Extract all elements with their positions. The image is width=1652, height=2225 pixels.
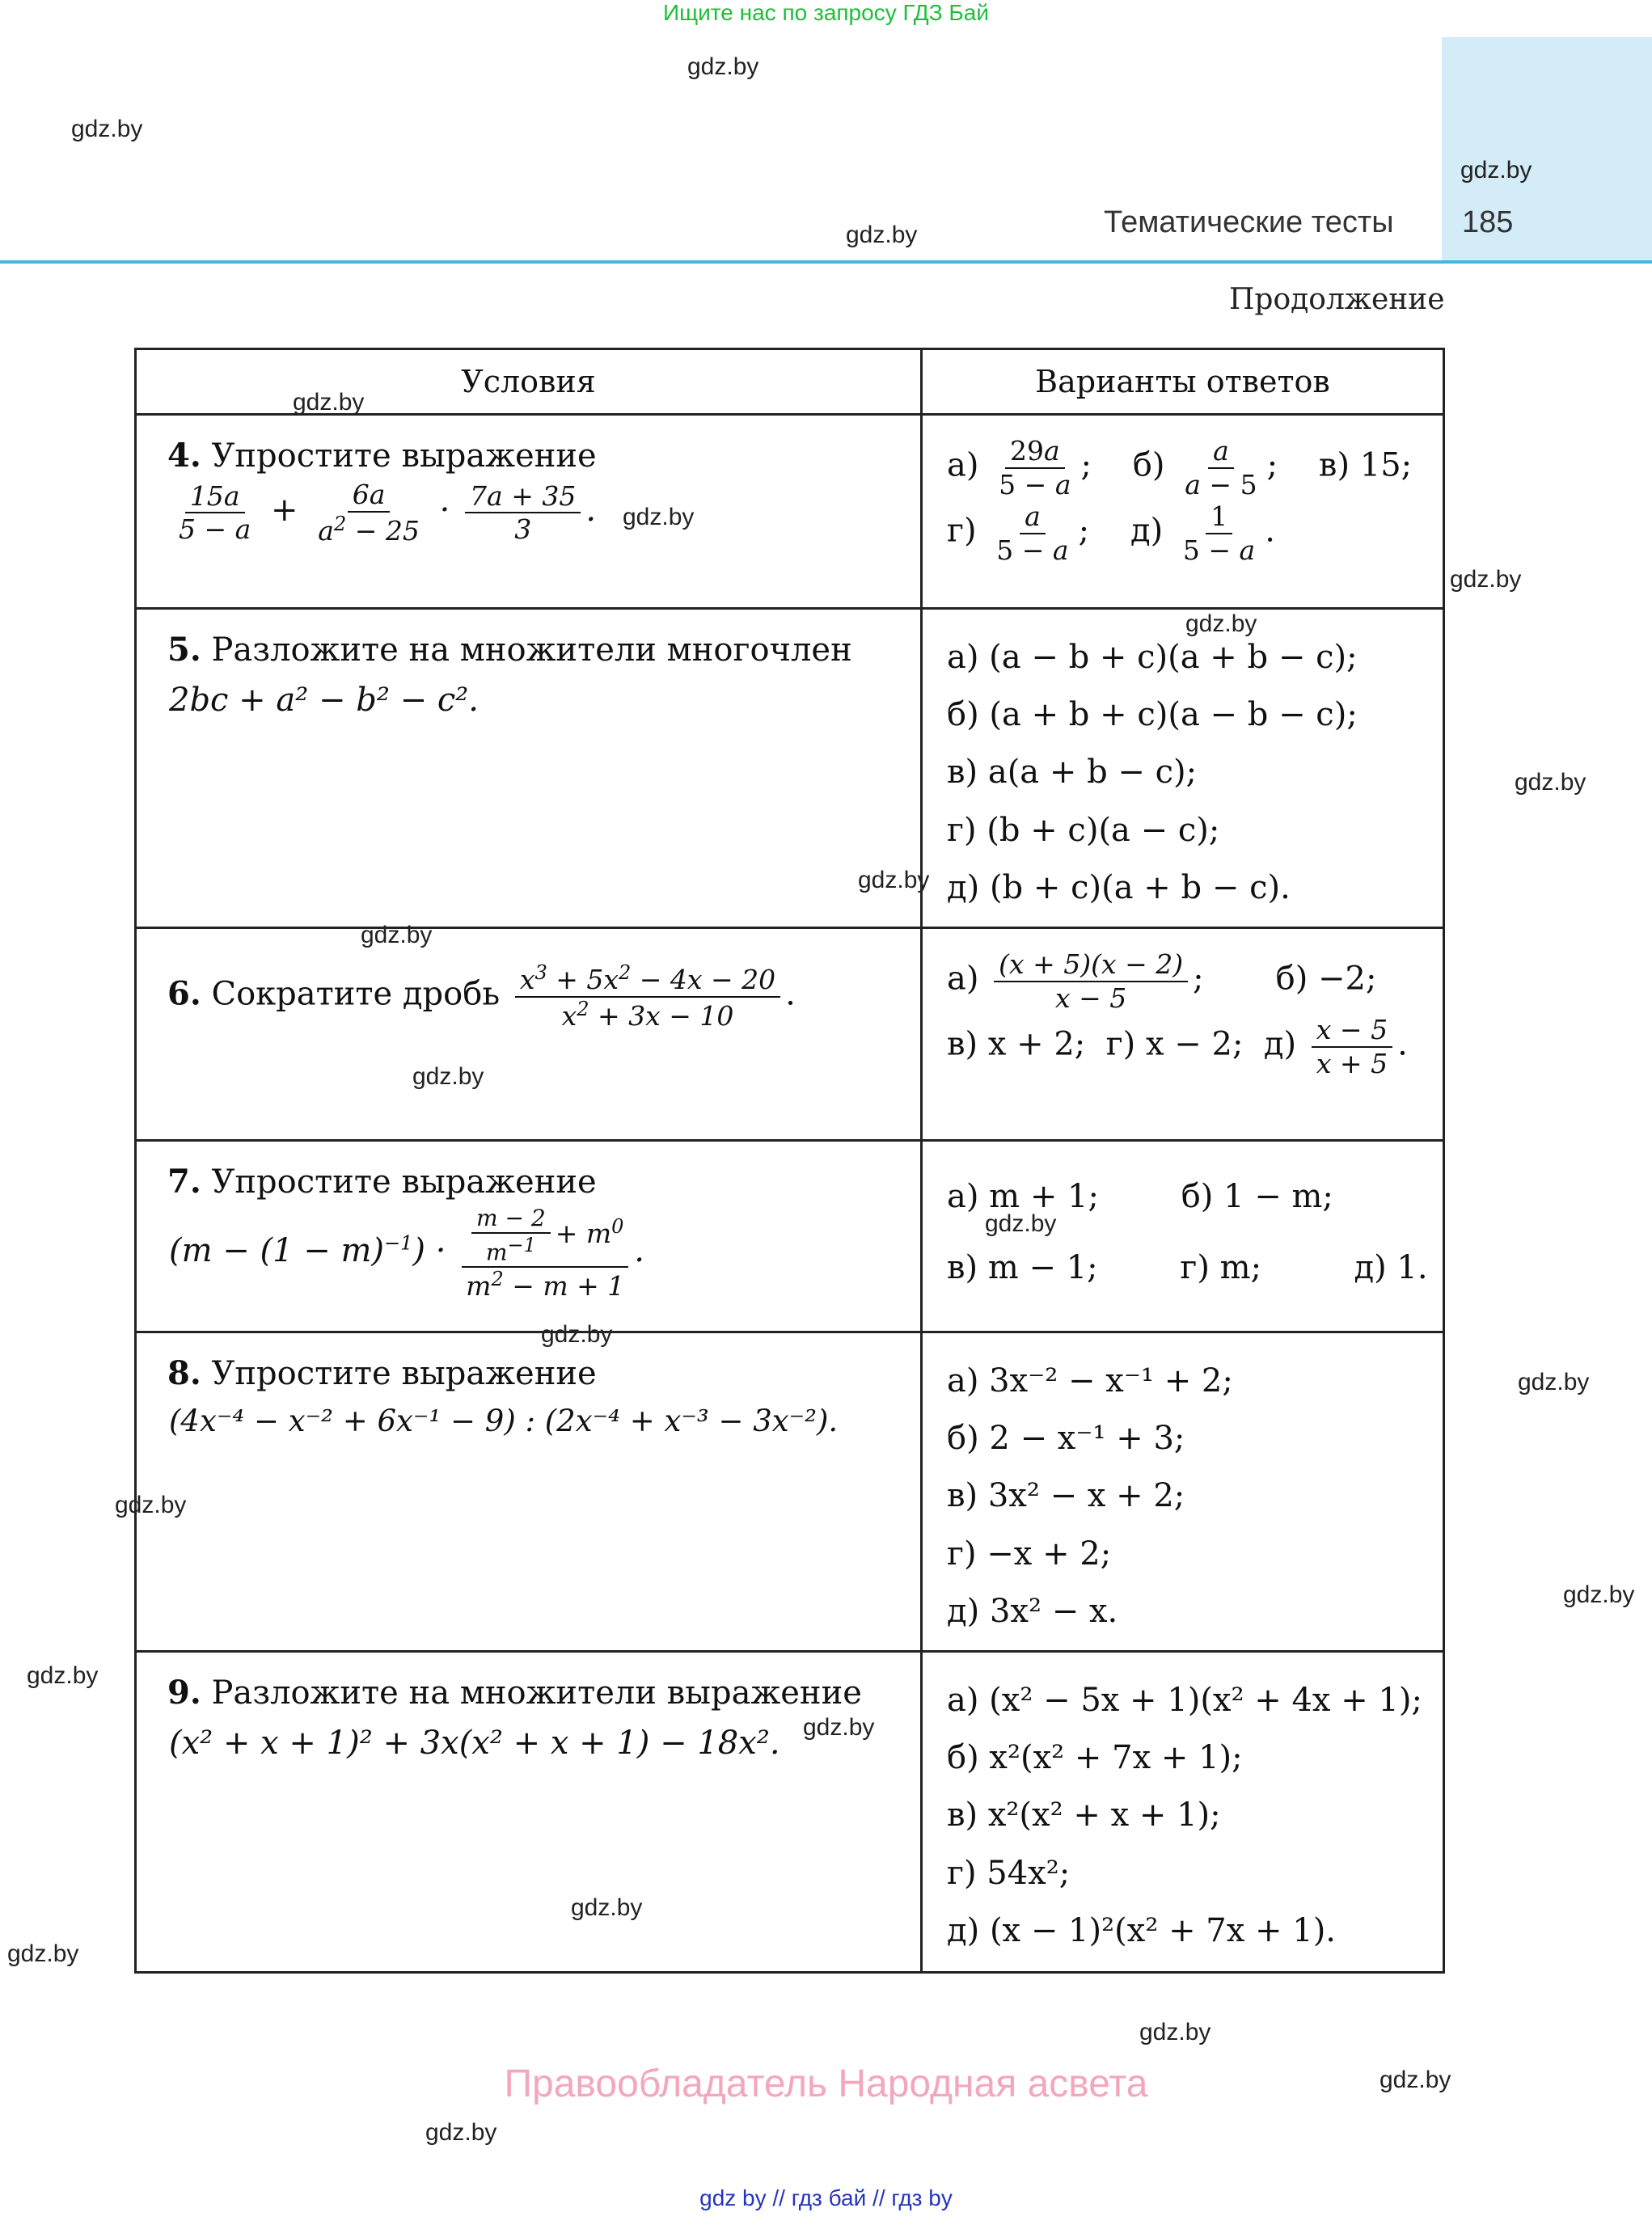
- answers-cell: [922, 415, 1444, 609]
- table-row: [136, 1141, 1444, 1332]
- question-expression: 2bc + a² − b² − c².: [169, 682, 479, 719]
- watermark: gdz.by: [1460, 157, 1532, 184]
- watermark: gdz.by: [425, 2119, 497, 2146]
- answer-option: г) −x + 2;: [947, 1535, 1112, 1573]
- watermark: gdz.by: [623, 504, 695, 530]
- answer-option: д) (x − 1)²(x² + 7x + 1).: [947, 1911, 1337, 1949]
- footer-links[interactable]: gdz by // гдз бай // гдз by: [699, 2185, 953, 2210]
- table-row: [136, 928, 1444, 1141]
- page-number: 185: [1462, 205, 1514, 239]
- header-answers: Варианты ответов: [922, 349, 1444, 415]
- question-cell: [136, 609, 922, 928]
- top-banner[interactable]: Ищите нас по запросу ГДЗ Бай: [662, 0, 990, 25]
- watermark: gdz.by: [1518, 1369, 1590, 1395]
- answer-option: г) $\frac{a}{5 - a}$ ; д) $\frac{1}{5 - a}$ .: [947, 500, 1275, 566]
- watermark: gdz.by: [115, 1492, 187, 1518]
- question-cell: 6. Сократите дробь $\frac{x^3 + 5x^2 - 4x - 20}{x^2 + 3x - 10}$ .: [136, 928, 922, 1141]
- watermark: gdz.by: [1563, 1581, 1635, 1608]
- watermark: gdz.by: [7, 1940, 79, 1967]
- answer-option: в) a(a + b − c);: [947, 754, 1198, 792]
- watermark: gdz.by: [1515, 769, 1587, 796]
- table-row: [136, 1652, 1444, 1973]
- answers-cell: [922, 1332, 1444, 1652]
- watermark: gdz.by: [687, 53, 759, 80]
- watermark: gdz.by: [71, 116, 143, 142]
- watermark: gdz.by: [1139, 2019, 1211, 2046]
- answer-option: г) (b + c)(a − c);: [947, 811, 1220, 849]
- answer-option: а) $\frac{(x + 5)(x - 2)}{x - 5}$ ; б) −2;: [947, 948, 1377, 1014]
- question-text: Упростите выражение: [211, 1163, 597, 1201]
- watermark: gdz.by: [27, 1662, 99, 1689]
- question-expression: $\frac{15a}{5 - a}$ + $\frac{6a}{a^2 - 25}$ · $\frac{7a + 35}{3}$ .: [179, 479, 597, 547]
- question-number: 7.: [167, 1163, 201, 1201]
- question-expression: $(m - (1 - m)^{-1})$ · $\frac{m - 2}{m^{-1}}$ + $m^0$ $m^2 - m + 1$ .: [169, 1205, 645, 1302]
- question-expression: (x² + x + 1)² + 3x(x² + x + 1) − 18x².: [169, 1725, 780, 1762]
- question-text: Разложите на множители многочлен: [211, 631, 852, 669]
- watermark: gdz.by: [858, 867, 930, 893]
- answers-cell: [922, 1141, 1444, 1332]
- answer-option: а) m + 1; б) 1 − m;: [947, 1178, 1333, 1215]
- question-number: 9.: [167, 1674, 201, 1712]
- test-table: [134, 348, 1445, 1974]
- answer-option: в) x + 2; г) x − 2; д) $\frac{x - 5}{x + 5}$ .: [947, 1014, 1408, 1079]
- question-number: 4.: [167, 437, 201, 475]
- answer-option: д) 3x² − x.: [947, 1592, 1118, 1630]
- question-text: Сократите дробь: [211, 975, 501, 1013]
- question-number: 8.: [167, 1354, 201, 1392]
- continued-label: Продолжение: [1229, 283, 1445, 316]
- answer-option: а) (x² − 5x + 1)(x² + 4x + 1);: [947, 1682, 1422, 1719]
- question-text: Упростите выражение: [211, 437, 597, 475]
- answer-option: д) (b + c)(a + b − c).: [947, 868, 1291, 906]
- question-cell: [136, 1141, 922, 1332]
- section-title: Тематические тесты: [1104, 205, 1394, 239]
- answer-option: б) 2 − x⁻¹ + 3;: [947, 1420, 1185, 1458]
- header-conditions: Условия: [136, 349, 922, 415]
- watermark: gdz.by: [846, 222, 918, 248]
- copyright-footer: Правообладатель Народная асвета: [504, 2062, 1148, 2105]
- question-expression: (4x⁻⁴ − x⁻² + 6x⁻¹ − 9) : (2x⁻⁴ + x⁻³ − 3x⁻²).: [169, 1404, 839, 1438]
- answer-option: а) $\frac{29a}{5 - a}$ ; б) $\frac{a}{a - 5}$ ; в) 15;: [947, 435, 1413, 500]
- watermark: gdz.by: [571, 1894, 643, 1921]
- answer-option: в) x²(x² + x + 1);: [947, 1796, 1221, 1834]
- watermark: gdz.by: [1185, 610, 1257, 637]
- question-number: 6.: [167, 974, 201, 1013]
- watermark: gdz.by: [1450, 566, 1522, 593]
- watermark: gdz.by: [1379, 2067, 1451, 2093]
- watermark: gdz.by: [361, 922, 433, 948]
- watermark: gdz.by: [293, 389, 365, 416]
- question-text: Упростите выражение: [211, 1355, 597, 1392]
- watermark: gdz.by: [985, 1210, 1057, 1237]
- table-row: [136, 415, 1444, 609]
- question-text: Разложите на множители выражение: [211, 1674, 862, 1712]
- answer-option: б) x²(x² + 7x + 1);: [947, 1739, 1243, 1777]
- answers-cell: [922, 928, 1444, 1141]
- answer-option: в) m − 1; г) m; д) 1.: [947, 1249, 1428, 1286]
- question-cell: [136, 415, 922, 609]
- answers-cell: [922, 1652, 1444, 1973]
- question-number: 5.: [167, 631, 201, 669]
- question-cell: [136, 1332, 922, 1652]
- table-row: [136, 1332, 1444, 1652]
- table-header-row: [136, 349, 1444, 415]
- watermark: gdz.by: [803, 1714, 875, 1741]
- answer-option: в) 3x² − x + 2;: [947, 1477, 1185, 1515]
- answer-option: а) 3x⁻² − x⁻¹ + 2;: [947, 1362, 1233, 1400]
- watermark: gdz.by: [541, 1321, 613, 1348]
- header-rule: [0, 260, 1652, 264]
- answer-option: а) (a − b + c)(a + b − c);: [947, 639, 1358, 676]
- question-cell: [136, 1652, 922, 1973]
- table-row: [136, 609, 1444, 928]
- answers-cell: [922, 609, 1444, 928]
- answer-option: б) (a + b + c)(a − b − c);: [947, 696, 1358, 734]
- watermark: gdz.by: [412, 1063, 484, 1090]
- answer-option: г) 54x²;: [947, 1854, 1071, 1892]
